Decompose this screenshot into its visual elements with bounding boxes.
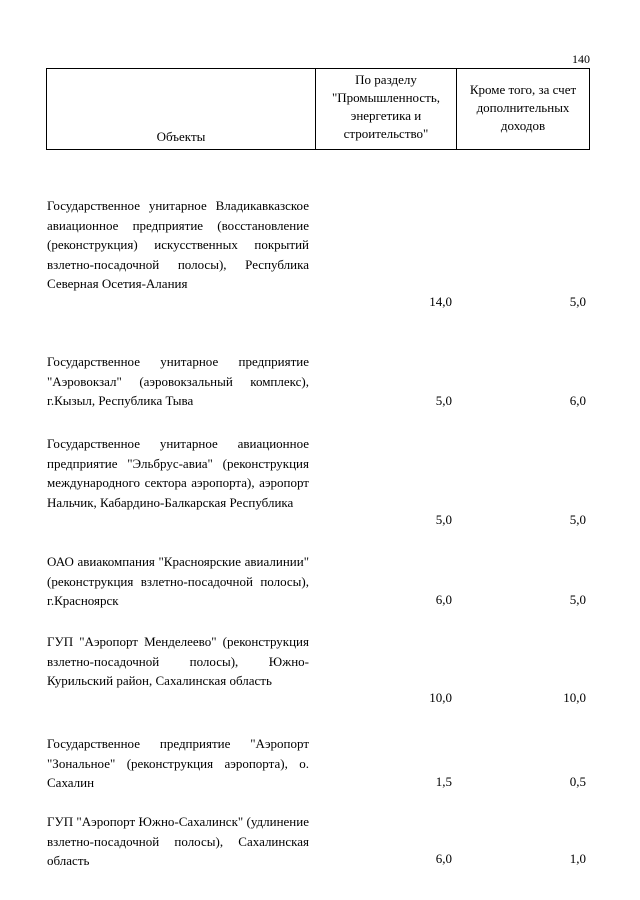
industry-value: 6,0 bbox=[435, 592, 452, 607]
industry-value: 1,5 bbox=[435, 774, 452, 789]
header-industry-label: По разделу "Промышленность, энергетика и строительство" bbox=[315, 69, 457, 149]
industry-value: 14,0 bbox=[429, 294, 452, 309]
extra-value: 6,0 bbox=[569, 393, 586, 408]
extra-value: 10,0 bbox=[563, 690, 586, 705]
header-objects-cell bbox=[47, 69, 315, 149]
object-description: Государственное унитарное Владикавказское авиационное предприятие (восстановление (реконструкция) искусственных покрытий взлетно-посадочной полосы), Республика Северная Осетия-Алания bbox=[47, 198, 309, 291]
object-description: ГУП "Аэропорт Менделеево" (реконструкция взлетно-посадочной полосы), Южно-Курильский район, Сахалинская область bbox=[47, 634, 309, 688]
object-description: Государственное унитарное предприятие "Аэровокзал" (аэровокзальный комплекс), г.Кызыл, Республика Тыва bbox=[47, 354, 309, 408]
industry-value: 5,0 bbox=[435, 512, 452, 527]
page-number: 140 bbox=[572, 52, 590, 66]
object-description: Государственное предприятие "Аэропорт "Зональное" (реконструкция аэропорта), о. Сахалин bbox=[47, 736, 309, 790]
header-extra-label: Кроме того, за счет дополнительных доходов bbox=[469, 82, 577, 133]
object-description: Государственное унитарное авиационное предприятие "Эльбрус-авиа" (реконструкция международного сектора аэропорта), аэропорт Нальчик, Кабардино-Балкарская Республика bbox=[47, 436, 309, 510]
extra-value: 5,0 bbox=[569, 294, 586, 309]
extra-value: 0,5 bbox=[569, 774, 586, 789]
extra-value: 5,0 bbox=[569, 512, 586, 527]
header-objects-label: Объекты bbox=[156, 129, 206, 144]
extra-value: 1,0 bbox=[569, 851, 586, 866]
industry-value: 6,0 bbox=[435, 851, 452, 866]
extra-value: 5,0 bbox=[569, 592, 586, 607]
table-header bbox=[46, 68, 590, 150]
industry-value: 10,0 bbox=[429, 690, 452, 705]
object-description: ГУП "Аэропорт Южно-Сахалинск" (удлинение взлетно-посадочной полосы), Сахалинская область bbox=[47, 814, 309, 868]
object-description: ОАО авиакомпания "Красноярские авиалинии" (реконструкция взлетно-посадочной полосы), г.Красноярск bbox=[47, 554, 309, 608]
industry-value: 5,0 bbox=[435, 393, 452, 408]
